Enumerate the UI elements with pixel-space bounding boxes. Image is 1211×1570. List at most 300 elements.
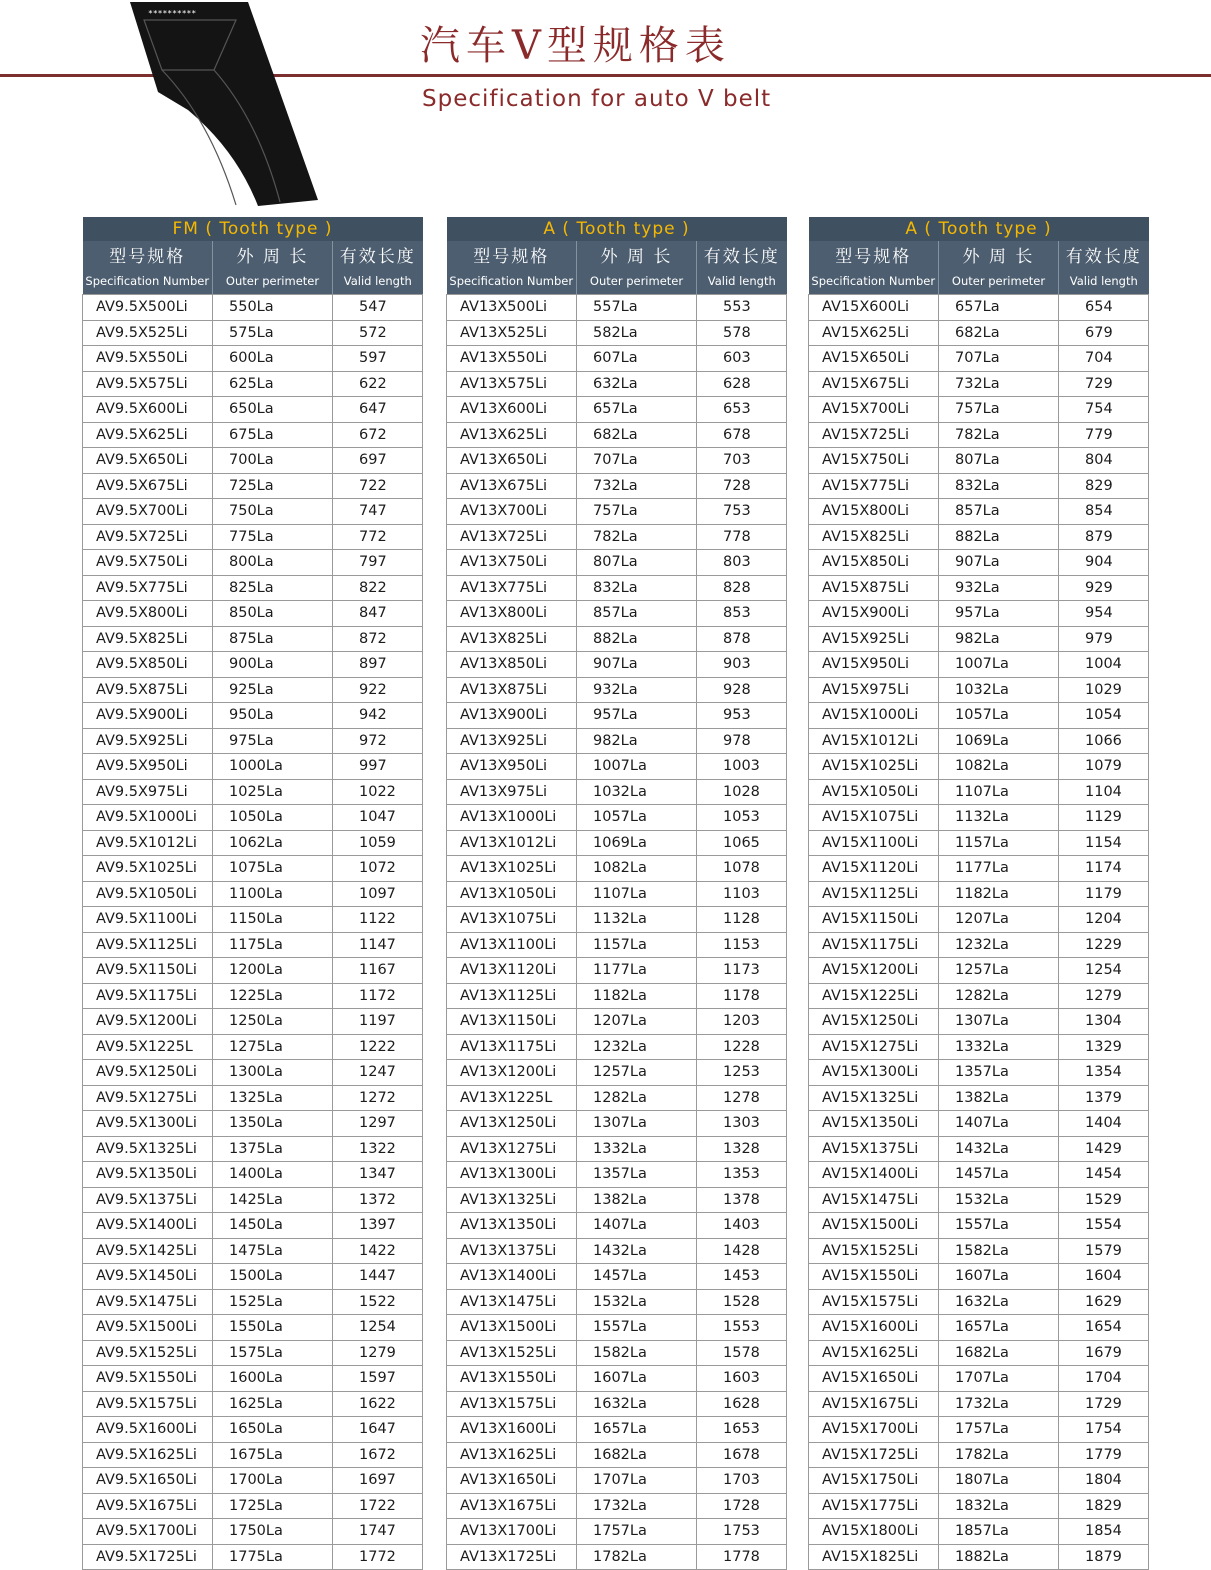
outer-perimeter-cell: 1782La [939,1442,1059,1468]
valid-length-cell: 1754 [1059,1417,1149,1443]
valid-length-cell: 1179 [1059,881,1149,907]
spec-number-cell: AV15X1750Li [809,1468,939,1494]
spec-number-cell: AV13X600Li [447,397,577,423]
table-row [447,754,787,780]
spec-number-cell: AV9.5X700Li [83,499,213,525]
table-row [809,448,1149,474]
spec-number-cell: AV9.5X1150Li [83,958,213,984]
outer-perimeter-cell: 1282La [577,1085,697,1111]
outer-perimeter-cell: 1757La [577,1519,697,1545]
table-row [447,422,787,448]
spec-number-cell: AV15X1012Li [809,728,939,754]
outer-perimeter-cell: 1107La [939,779,1059,805]
outer-perimeter-cell: 682La [939,320,1059,346]
table-row [447,1340,787,1366]
valid-length-cell: 753 [697,499,787,525]
valid-length-cell: 1304 [1059,1009,1149,1035]
outer-perimeter-cell: 1000La [213,754,333,780]
valid-length-cell: 1578 [697,1340,787,1366]
table-row [83,1060,423,1086]
valid-length-cell: 1728 [697,1493,787,1519]
table-row [809,1238,1149,1264]
table-row [809,626,1149,652]
valid-length-cell: 1404 [1059,1111,1149,1137]
outer-perimeter-cell: 1707La [939,1366,1059,1392]
table-row [447,295,787,321]
valid-length-cell: 1679 [1059,1340,1149,1366]
valid-header-en: Valid length [697,267,787,295]
table-row [447,1136,787,1162]
table-row [83,1034,423,1060]
table-row [83,1493,423,1519]
table-row [83,499,423,525]
outer-perimeter-cell: 1807La [939,1468,1059,1494]
spec-number-cell: AV13X1575Li [447,1391,577,1417]
valid-length-cell: 772 [333,524,423,550]
spec-number-cell: AV13X1550Li [447,1366,577,1392]
outer-perimeter-cell: 1732La [577,1493,697,1519]
spec-number-cell: AV13X775Li [447,575,577,601]
table-row [83,728,423,754]
outer-perimeter-cell: 1607La [939,1264,1059,1290]
valid-header-en: Valid length [1059,267,1149,295]
spec-table-1 [82,217,423,1570]
table-row [83,575,423,601]
spec-header-en: Specification Number [447,267,577,295]
outer-perimeter-cell: 1257La [577,1060,697,1086]
table-row [809,652,1149,678]
outer-perimeter-cell: 707La [577,448,697,474]
outer-perimeter-cell: 1062La [213,830,333,856]
valid-length-cell: 1722 [333,1493,423,1519]
spec-number-cell: AV13X1250Li [447,1111,577,1137]
outer-perimeter-cell: 975La [213,728,333,754]
valid-length-cell: 1022 [333,779,423,805]
valid-length-cell: 903 [697,652,787,678]
outer-perimeter-cell: 1650La [213,1417,333,1443]
valid-length-cell: 1772 [333,1544,423,1570]
valid-length-cell: 1172 [333,983,423,1009]
valid-length-cell: 972 [333,728,423,754]
valid-length-cell: 1174 [1059,856,1149,882]
spec-number-cell: AV13X1375Li [447,1238,577,1264]
outer-header-cn: 外 周 长 [939,241,1059,267]
spec-number-cell: AV13X1000Li [447,805,577,831]
table-row [447,1034,787,1060]
table-row [809,1340,1149,1366]
spec-number-cell: AV9.5X1325Li [83,1136,213,1162]
valid-length-cell: 1097 [333,881,423,907]
spec-number-cell: AV9.5X1125Li [83,932,213,958]
spec-number-cell: AV15X1000Li [809,703,939,729]
outer-perimeter-cell: 882La [577,626,697,652]
table-row [447,1519,787,1545]
table-row [83,371,423,397]
spec-number-cell: AV13X1325Li [447,1187,577,1213]
valid-length-cell: 722 [333,473,423,499]
table-row [809,524,1149,550]
table-row [447,1264,787,1290]
table-row [809,754,1149,780]
outer-perimeter-cell: 857La [939,499,1059,525]
table-row [447,830,787,856]
outer-perimeter-cell: 1782La [577,1544,697,1570]
spec-number-cell: AV9.5X1025Li [83,856,213,882]
valid-length-cell: 1203 [697,1009,787,1035]
table-row [809,346,1149,372]
spec-number-cell: AV13X1025Li [447,856,577,882]
table-row [809,1391,1149,1417]
valid-length-cell: 942 [333,703,423,729]
outer-perimeter-cell: 1307La [577,1111,697,1137]
table-row [83,779,423,805]
outer-perimeter-cell: 1732La [939,1391,1059,1417]
spec-number-cell: AV9.5X575Li [83,371,213,397]
table-row [83,626,423,652]
spec-number-cell: AV9.5X675Li [83,473,213,499]
valid-length-cell: 1622 [333,1391,423,1417]
valid-length-cell: 1173 [697,958,787,984]
spec-number-cell: AV13X500Li [447,295,577,321]
spec-number-cell: AV13X1675Li [447,1493,577,1519]
spec-number-cell: AV9.5X1300Li [83,1111,213,1137]
spec-number-cell: AV15X950Li [809,652,939,678]
outer-perimeter-cell: 632La [577,371,697,397]
table-row [447,1391,787,1417]
valid-length-cell: 1829 [1059,1493,1149,1519]
valid-length-cell: 897 [333,652,423,678]
valid-length-cell: 1579 [1059,1238,1149,1264]
spec-number-cell: AV13X750Li [447,550,577,576]
outer-perimeter-cell: 1625La [213,1391,333,1417]
spec-number-cell: AV13X1650Li [447,1468,577,1494]
table-row [83,1315,423,1341]
table-row [447,1493,787,1519]
valid-length-cell: 997 [333,754,423,780]
spec-number-cell: AV13X1125Li [447,983,577,1009]
spec-number-cell: AV15X1050Li [809,779,939,805]
valid-length-cell: 978 [697,728,787,754]
valid-length-cell: 1628 [697,1391,787,1417]
valid-length-cell: 1279 [333,1340,423,1366]
outer-perimeter-cell: 1632La [939,1289,1059,1315]
outer-perimeter-cell: 1075La [213,856,333,882]
valid-length-cell: 1004 [1059,652,1149,678]
outer-perimeter-cell: 1332La [577,1136,697,1162]
table-row [447,626,787,652]
outer-perimeter-cell: 1432La [577,1238,697,1264]
spec-number-cell: AV13X1075Li [447,907,577,933]
valid-length-cell: 1072 [333,856,423,882]
valid-length-cell: 1104 [1059,779,1149,805]
valid-length-cell: 1254 [1059,958,1149,984]
spec-number-cell: AV9.5X900Li [83,703,213,729]
table-row [83,1468,423,1494]
spec-number-cell: AV9.5X525Li [83,320,213,346]
valid-length-cell: 953 [697,703,787,729]
valid-length-cell: 1178 [697,983,787,1009]
outer-perimeter-cell: 700La [213,448,333,474]
table-row [83,1289,423,1315]
valid-length-cell: 1297 [333,1111,423,1137]
valid-length-cell: 1554 [1059,1213,1149,1239]
valid-length-cell: 1347 [333,1162,423,1188]
valid-length-cell: 1854 [1059,1519,1149,1545]
outer-perimeter-cell: 807La [577,550,697,576]
outer-perimeter-cell: 1407La [939,1111,1059,1137]
table-row [809,907,1149,933]
outer-perimeter-cell: 582La [577,320,697,346]
spec-number-cell: AV9.5X875Li [83,677,213,703]
valid-length-cell: 654 [1059,295,1149,321]
outer-perimeter-cell: 1057La [577,805,697,831]
outer-perimeter-cell: 1025La [213,779,333,805]
table-row [809,397,1149,423]
outer-perimeter-cell: 957La [577,703,697,729]
outer-perimeter-cell: 1725La [213,1493,333,1519]
spec-number-cell: AV15X1550Li [809,1264,939,1290]
spec-number-cell: AV15X675Li [809,371,939,397]
spec-number-cell: AV13X1150Li [447,1009,577,1035]
table-row [447,958,787,984]
spec-number-cell: AV13X625Li [447,422,577,448]
spec-number-cell: AV13X550Li [447,346,577,372]
spec-number-cell: AV9.5X1575Li [83,1391,213,1417]
table-row [447,1468,787,1494]
valid-length-cell: 1253 [697,1060,787,1086]
spec-number-cell: AV15X1125Li [809,881,939,907]
valid-length-cell: 1447 [333,1264,423,1290]
table-row [809,499,1149,525]
spec-number-cell: AV15X1325Li [809,1085,939,1111]
spec-number-cell: AV9.5X1600Li [83,1417,213,1443]
valid-length-cell: 1153 [697,932,787,958]
spec-number-cell: AV13X1050Li [447,881,577,907]
table-row [447,1085,787,1111]
valid-length-cell: 1129 [1059,805,1149,831]
spec-number-cell: AV15X800Li [809,499,939,525]
spec-header-en: Specification Number [809,267,939,295]
table-row [447,524,787,550]
spec-number-cell: AV9.5X1650Li [83,1468,213,1494]
spec-number-cell: AV9.5X1175Li [83,983,213,1009]
outer-perimeter-cell: 1132La [577,907,697,933]
outer-perimeter-cell: 1450La [213,1213,333,1239]
outer-perimeter-cell: 1657La [577,1417,697,1443]
valid-length-cell: 829 [1059,473,1149,499]
spec-number-cell: AV15X1150Li [809,907,939,933]
table-row [809,728,1149,754]
outer-perimeter-cell: 807La [939,448,1059,474]
spec-number-cell: AV15X650Li [809,346,939,372]
valid-length-cell: 1197 [333,1009,423,1035]
table-row [447,1442,787,1468]
spec-number-cell: AV15X1775Li [809,1493,939,1519]
valid-length-cell: 1103 [697,881,787,907]
valid-length-cell: 603 [697,346,787,372]
outer-header-cn: 外 周 长 [213,241,333,267]
table-row [83,524,423,550]
valid-length-cell: 1528 [697,1289,787,1315]
spec-number-cell: AV15X1250Li [809,1009,939,1035]
outer-perimeter-cell: 1682La [577,1442,697,1468]
outer-perimeter-cell: 1707La [577,1468,697,1494]
outer-perimeter-cell: 1357La [577,1162,697,1188]
table-row [447,601,787,627]
table-row [809,1289,1149,1315]
table-row [447,932,787,958]
spec-number-cell: AV15X775Li [809,473,939,499]
valid-length-cell: 547 [333,295,423,321]
spec-number-cell: AV9.5X975Li [83,779,213,805]
outer-perimeter-cell: 1232La [939,932,1059,958]
table-row [83,295,423,321]
table-row [83,1417,423,1443]
spec-number-cell: AV9.5X550Li [83,346,213,372]
spec-number-cell: AV13X1120Li [447,958,577,984]
outer-perimeter-cell: 1282La [939,983,1059,1009]
table-row [809,601,1149,627]
valid-length-cell: 1204 [1059,907,1149,933]
spec-number-cell: AV13X825Li [447,626,577,652]
outer-perimeter-cell: 607La [577,346,697,372]
spec-number-cell: AV15X1175Li [809,932,939,958]
table-row [83,397,423,423]
outer-perimeter-cell: 775La [213,524,333,550]
outer-perimeter-cell: 1207La [577,1009,697,1035]
valid-length-cell: 1779 [1059,1442,1149,1468]
spec-number-cell: AV9.5X775Li [83,575,213,601]
table-row [809,1136,1149,1162]
spec-number-cell: AV13X975Li [447,779,577,805]
outer-perimeter-cell: 1475La [213,1238,333,1264]
valid-length-cell: 778 [697,524,787,550]
valid-length-cell: 653 [697,397,787,423]
spec-number-cell: AV9.5X825Li [83,626,213,652]
spec-number-cell: AV15X1300Li [809,1060,939,1086]
spec-number-cell: AV13X1525Li [447,1340,577,1366]
outer-perimeter-cell: 1007La [939,652,1059,678]
valid-length-cell: 679 [1059,320,1149,346]
spec-number-cell: AV13X800Li [447,601,577,627]
valid-length-cell: 803 [697,550,787,576]
outer-perimeter-cell: 850La [213,601,333,627]
table-row [447,1111,787,1137]
table-row [809,830,1149,856]
valid-length-cell: 1054 [1059,703,1149,729]
spec-table-2 [446,217,787,1570]
spec-number-cell: AV15X1825Li [809,1544,939,1570]
table-row [809,1417,1149,1443]
table-row [447,320,787,346]
table-row [809,1366,1149,1392]
valid-length-cell: 1697 [333,1468,423,1494]
valid-length-cell: 853 [697,601,787,627]
spec-number-cell: AV13X1200Li [447,1060,577,1086]
outer-perimeter-cell: 1675La [213,1442,333,1468]
spec-number-cell: AV15X850Li [809,550,939,576]
outer-perimeter-cell: 1357La [939,1060,1059,1086]
outer-perimeter-cell: 832La [939,473,1059,499]
outer-perimeter-cell: 1682La [939,1340,1059,1366]
valid-length-cell: 703 [697,448,787,474]
spec-number-cell: AV9.5X1275Li [83,1085,213,1111]
valid-length-cell: 578 [697,320,787,346]
spec-number-cell: AV9.5X1475Li [83,1289,213,1315]
valid-length-cell: 1678 [697,1442,787,1468]
table-row [83,754,423,780]
table-row [809,422,1149,448]
table-row [83,346,423,372]
table-row [447,728,787,754]
valid-length-cell: 697 [333,448,423,474]
outer-perimeter-cell: 1232La [577,1034,697,1060]
spec-number-cell: AV13X1175Li [447,1034,577,1060]
spec-number-cell: AV13X850Li [447,652,577,678]
valid-length-cell: 1229 [1059,932,1149,958]
valid-length-cell: 1379 [1059,1085,1149,1111]
table-row [447,397,787,423]
valid-length-cell: 1553 [697,1315,787,1341]
valid-length-cell: 1729 [1059,1391,1149,1417]
spec-number-cell: AV9.5X1450Li [83,1264,213,1290]
table-row [809,575,1149,601]
valid-length-cell: 1653 [697,1417,787,1443]
table-row [809,1264,1149,1290]
valid-length-cell: 1078 [697,856,787,882]
spec-number-cell: AV15X900Li [809,601,939,627]
table-row [809,1544,1149,1570]
outer-perimeter-cell: 550La [213,295,333,321]
spec-number-cell: AV13X1500Li [447,1315,577,1341]
spec-number-cell: AV13X900Li [447,703,577,729]
spec-number-cell: AV9.5X1200Li [83,1009,213,1035]
table-row [83,320,423,346]
outer-perimeter-cell: 1200La [213,958,333,984]
outer-perimeter-cell: 1182La [577,983,697,1009]
valid-length-cell: 797 [333,550,423,576]
table-row [809,1034,1149,1060]
table-row [83,1187,423,1213]
spec-number-cell: AV9.5X1375Li [83,1187,213,1213]
valid-length-cell: 628 [697,371,787,397]
spec-number-cell: AV9.5X1350Li [83,1162,213,1188]
table-row [83,1136,423,1162]
spec-number-cell: AV9.5X1700Li [83,1519,213,1545]
table-row [809,1493,1149,1519]
valid-length-cell: 597 [333,346,423,372]
spec-number-cell: AV15X1500Li [809,1213,939,1239]
outer-perimeter-cell: 1107La [577,881,697,907]
outer-perimeter-cell: 657La [577,397,697,423]
valid-length-cell: 729 [1059,371,1149,397]
spec-number-cell: AV15X1025Li [809,754,939,780]
spec-number-cell: AV13X1600Li [447,1417,577,1443]
table-row [447,1289,787,1315]
valid-length-cell: 872 [333,626,423,652]
outer-perimeter-cell: 557La [577,295,697,321]
outer-perimeter-cell: 1632La [577,1391,697,1417]
valid-length-cell: 1059 [333,830,423,856]
outer-perimeter-cell: 757La [939,397,1059,423]
outer-perimeter-cell: 1082La [939,754,1059,780]
table-row [809,550,1149,576]
table-row [447,1060,787,1086]
page-title: 汽车V型规格表 [420,23,731,69]
valid-length-cell: 1003 [697,754,787,780]
belt-marking: ********** [148,9,197,18]
spec-number-cell: AV15X700Li [809,397,939,423]
